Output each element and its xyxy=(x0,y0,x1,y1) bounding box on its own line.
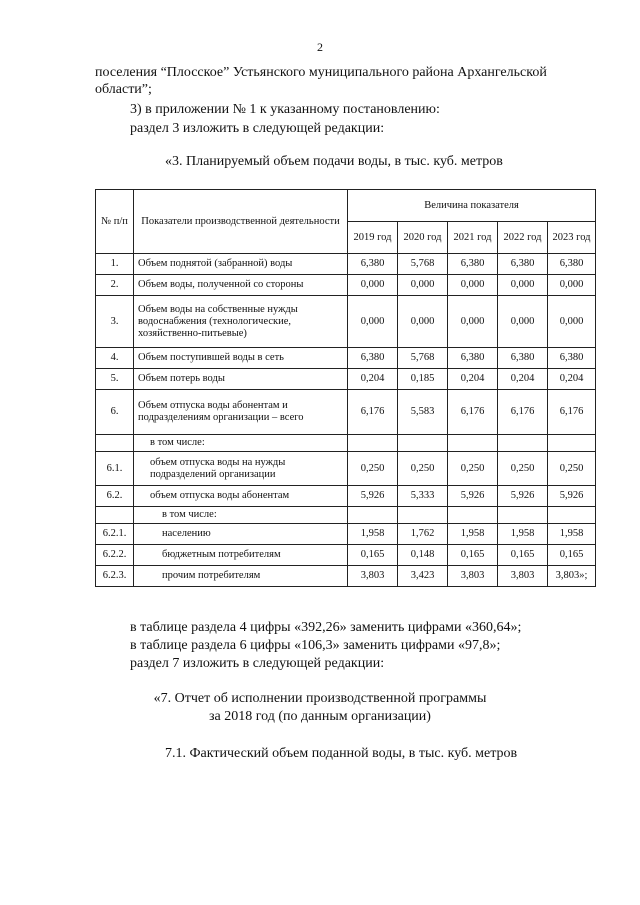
cell: 0,250 xyxy=(498,452,548,486)
row-name: Объем поднятой (забранной) воды xyxy=(134,254,348,275)
row-num: 5. xyxy=(96,369,134,390)
cell: 5,583 xyxy=(398,390,448,435)
cell: 5,768 xyxy=(398,254,448,275)
cell: 3,423 xyxy=(398,566,448,587)
row-name: Объем отпуска воды абонентам и подразделениям организации – всего xyxy=(134,390,348,435)
header-year: 2020 год xyxy=(398,222,448,254)
cell xyxy=(398,435,448,452)
table-row xyxy=(96,545,596,566)
cell: 6,380 xyxy=(548,254,596,275)
cell: 0,250 xyxy=(548,452,596,486)
header-year: 2021 год xyxy=(448,222,498,254)
cell: 1,958 xyxy=(448,524,498,545)
table-row xyxy=(96,452,596,486)
table-title: «3. Планируемый объем подачи воды, в тыс. куб. метров xyxy=(165,154,503,169)
header-year: 2022 год xyxy=(498,222,548,254)
cell: 0,250 xyxy=(348,452,398,486)
cell: 0,000 xyxy=(498,275,548,296)
cell: 6,176 xyxy=(448,390,498,435)
cell: 0,000 xyxy=(498,296,548,348)
row-num: 2. xyxy=(96,275,134,296)
cell: 6,380 xyxy=(548,348,596,369)
cell: 6,176 xyxy=(548,390,596,435)
cell xyxy=(348,435,398,452)
row-num: 6.2.1. xyxy=(96,524,134,545)
cell: 1,958 xyxy=(498,524,548,545)
row-num xyxy=(96,507,134,524)
cell: 0,000 xyxy=(398,275,448,296)
cell: 0,000 xyxy=(348,296,398,348)
cell: 5,926 xyxy=(448,486,498,507)
row-name: в том числе: xyxy=(134,435,348,452)
cell: 0,000 xyxy=(548,296,596,348)
header-indicator: Показатели производственной деятельности xyxy=(134,190,348,254)
cell: 6,176 xyxy=(348,390,398,435)
cell: 0,165 xyxy=(448,545,498,566)
cell: 5,926 xyxy=(548,486,596,507)
table-row xyxy=(96,369,596,390)
intro-line-1: поселения “Плосское” Устьянского муниципального района Архангельской xyxy=(95,65,547,80)
header-year: 2023 год xyxy=(548,222,596,254)
cell xyxy=(548,435,596,452)
section71-title: 7.1. Фактический объем поданной воды, в тыс. куб. метров xyxy=(165,746,518,761)
cell xyxy=(348,507,398,524)
row-name: Объем воды, полученной со стороны xyxy=(134,275,348,296)
header-num: № п/п xyxy=(96,190,134,254)
row-num: 6.1. xyxy=(96,452,134,486)
cell: 3,803 xyxy=(448,566,498,587)
row-name: Объем поступившей воды в сеть xyxy=(134,348,348,369)
cell: 6,380 xyxy=(498,254,548,275)
intro-line-3: 3) в приложении № 1 к указанному постановлению: xyxy=(130,102,440,117)
cell xyxy=(548,507,596,524)
section7-title-line-2: за 2018 год (по данным организации) xyxy=(209,709,431,724)
cell: 1,958 xyxy=(548,524,596,545)
cell: 0,185 xyxy=(398,369,448,390)
cell: 0,165 xyxy=(348,545,398,566)
cell: 6,380 xyxy=(348,348,398,369)
row-num: 4. xyxy=(96,348,134,369)
cell: 3,803»; xyxy=(548,566,596,587)
cell: 6,380 xyxy=(448,348,498,369)
cell: 0,000 xyxy=(448,275,498,296)
row-num: 6.2.2. xyxy=(96,545,134,566)
cell: 3,803 xyxy=(348,566,398,587)
table-row xyxy=(96,296,596,348)
cell: 5,333 xyxy=(398,486,448,507)
cell: 0,148 xyxy=(398,545,448,566)
row-name: объем отпуска воды абонентам xyxy=(134,486,348,507)
cell: 0,204 xyxy=(448,369,498,390)
cell xyxy=(398,507,448,524)
table-row xyxy=(96,435,596,452)
cell: 6,380 xyxy=(348,254,398,275)
row-num: 3. xyxy=(96,296,134,348)
cell: 5,926 xyxy=(348,486,398,507)
cell: 6,380 xyxy=(448,254,498,275)
cell xyxy=(498,507,548,524)
table-row xyxy=(96,275,596,296)
cell: 0,204 xyxy=(548,369,596,390)
header-value: Величина показателя xyxy=(348,190,596,222)
table-row xyxy=(96,348,596,369)
intro-line-2: области”; xyxy=(95,82,152,97)
row-num xyxy=(96,435,134,452)
cell: 0,000 xyxy=(398,296,448,348)
cell: 0,000 xyxy=(348,275,398,296)
cell: 0,165 xyxy=(548,545,596,566)
after-line-2: в таблице раздела 6 цифры «106,3» заменить цифрами «97,8»; xyxy=(130,638,501,653)
row-name: в том числе: xyxy=(134,507,348,524)
cell: 0,000 xyxy=(448,296,498,348)
table-row xyxy=(96,390,596,435)
page-number: 2 xyxy=(317,40,323,54)
cell: 6,176 xyxy=(498,390,548,435)
cell: 6,380 xyxy=(498,348,548,369)
cell: 1,762 xyxy=(398,524,448,545)
cell: 0,250 xyxy=(398,452,448,486)
row-name: объем отпуска воды на нужды подразделений организации xyxy=(134,452,348,486)
row-num: 6.2.3. xyxy=(96,566,134,587)
cell xyxy=(448,507,498,524)
cell xyxy=(448,435,498,452)
table-row xyxy=(96,524,596,545)
row-name: прочим потребителям xyxy=(134,566,348,587)
water-supply-table xyxy=(95,189,596,587)
row-name: Объем потерь воды xyxy=(134,369,348,390)
table-row xyxy=(96,254,596,275)
table-row xyxy=(96,566,596,587)
cell: 0,250 xyxy=(448,452,498,486)
cell: 0,204 xyxy=(498,369,548,390)
section7-title-line-1: «7. Отчет об исполнении производственной программы xyxy=(153,691,487,706)
after-line-3: раздел 7 изложить в следующей редакции: xyxy=(130,656,385,671)
row-num: 1. xyxy=(96,254,134,275)
after-line-1: в таблице раздела 4 цифры «392,26» заменить цифрами «360,64»; xyxy=(130,620,522,635)
cell: 5,926 xyxy=(498,486,548,507)
cell: 1,958 xyxy=(348,524,398,545)
table-row xyxy=(96,486,596,507)
row-num: 6.2. xyxy=(96,486,134,507)
cell: 3,803 xyxy=(498,566,548,587)
row-name: населению xyxy=(134,524,348,545)
header-year: 2019 год xyxy=(348,222,398,254)
intro-line-4: раздел 3 изложить в следующей редакции: xyxy=(130,121,385,136)
row-num: 6. xyxy=(96,390,134,435)
cell xyxy=(498,435,548,452)
cell: 5,768 xyxy=(398,348,448,369)
row-name: бюджетным потребителям xyxy=(134,545,348,566)
cell: 0,165 xyxy=(498,545,548,566)
table-row xyxy=(96,507,596,524)
cell: 0,000 xyxy=(548,275,596,296)
row-name: Объем воды на собственные нужды водоснабжения (технологические, хозяйственно-питьевые) xyxy=(134,296,348,348)
cell: 0,204 xyxy=(348,369,398,390)
